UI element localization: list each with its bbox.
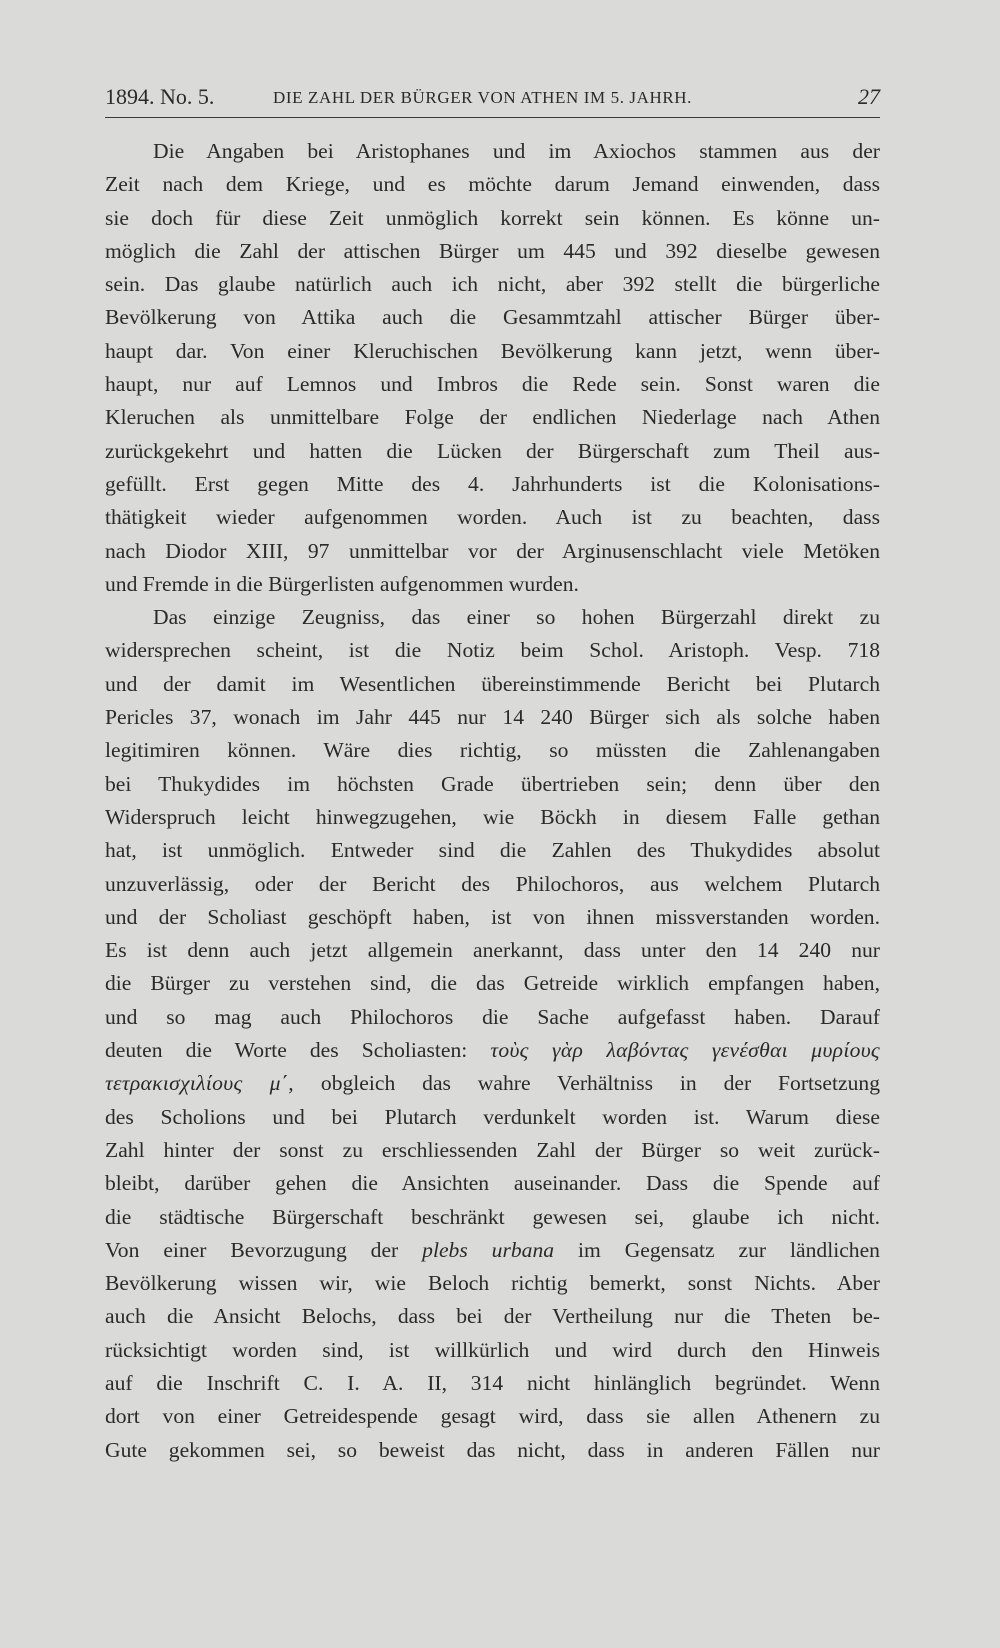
text-line: Bevölkerung wissen wir, wie Beloch richtig bemerkt, sonst Nichts. Aber [105,1271,880,1296]
text-segment: Von einer Bevorzugung der [105,1237,399,1262]
greek-quote: τοὺς γὰρ λαβόντας γενέσθαι μυρίους [490,1038,880,1063]
text-line: bleibt, darüber gehen die Ansichten auseinander. Dass die Spende auf [105,1171,880,1196]
text-segment: deuten die Worte des Scholiasten: [105,1038,468,1063]
text-line: des Scholions und bei Plutarch verdunkelt worden ist. Warum diese [105,1104,880,1129]
text-line: möglich die Zahl der attischen Bürger um 445 und 392 dieselbe gewesen [105,238,880,263]
text-line: auf die Inschrift C. I. A. II, 314 nicht hinlänglich begründet. Wenn [105,1370,880,1395]
text-line: und Fremde in die Bürgerlisten aufgenommen wurden. [105,571,579,596]
text-line: Kleruchen als unmittelbare Folge der endlichen Niederlage nach Athen [105,405,880,430]
text-line: sein. Das glaube natürlich auch ich nicht, aber 392 stellt die bürgerliche [105,272,880,297]
text-line: auch die Ansicht Belochs, dass bei der Vertheilung nur die Theten be- [105,1304,880,1329]
text-line-with-latin [105,1234,880,1267]
text-line-with-greek [105,1067,880,1100]
text-line: Gute gekommen sei, so beweist das nicht, dass in anderen Fällen nur [105,1437,880,1462]
text-line: Zahl hinter der sonst zu erschliessenden Zahl der Bürger so weit zurück- [105,1137,880,1162]
text-line: legitimiren können. Wäre dies richtig, so müssten die Zahlenangaben [105,738,880,763]
text-line: Pericles 37, wonach im Jahr 445 nur 14 240 Bürger sich als solche haben [105,705,880,730]
text-line: haupt dar. Von einer Kleruchischen Bevölkerung kann jetzt, wenn über- [105,338,880,363]
text-line: die städtische Bürgerschaft beschränkt gewesen sei, glaube ich nicht. [105,1204,880,1229]
text-line: rücksichtigt worden sind, ist willkürlich und wird durch den Hinweis [105,1337,880,1362]
body-text [105,135,880,1467]
text-segment: im Gegensatz zur ländlichen [577,1237,880,1262]
text-line: und so mag auch Philochoros die Sache aufgefasst haben. Darauf [105,1004,880,1029]
text-line: gefüllt. Erst gegen Mitte des 4. Jahrhunderts ist die Kolonisations- [105,471,880,496]
text-line: Die Angaben bei Aristophanes und im Axiochos stammen aus der [153,139,880,163]
text-segment: obgleich das wahre Verhältniss in der Fortsetzung [320,1071,880,1096]
text-line: bei Thukydides im höchsten Grade übertrieben sein; denn über den [105,771,880,796]
header-rule [105,117,880,118]
issue-reference: 1894. No. 5. [105,84,215,109]
text-line: hat, ist unmöglich. Entweder sind die Zahlen des Thukydides absolut [105,838,880,863]
text-line: sie doch für diese Zeit unmöglich korrekt sein können. Es könne un- [105,205,880,230]
text-line: dort von einer Getreidespende gesagt wird, dass sie allen Athenern zu [105,1404,880,1429]
page-number: 27 [858,84,880,109]
text-line: die Bürger zu verstehen sind, die das Getreide wirklich empfangen haben, [105,971,880,996]
text-line: haupt, nur auf Lemnos und Imbros die Rede sein. Sonst waren die [105,372,880,397]
text-line: Widerspruch leicht hinwegzugehen, wie Böckh in diesem Falle gethan [105,804,880,829]
latin-phrase: plebs urbana [422,1237,555,1262]
greek-quote: τετρακισχιλίους μ΄, [105,1071,295,1096]
text-line: widersprechen scheint, ist die Notiz beim Schol. Aristoph. Vesp. 718 [105,638,880,663]
running-title: DIE ZAHL DER BÜRGER VON ATHEN IM 5. JAHRH. [273,88,693,107]
running-header [105,80,880,114]
text-line: und der Scholiast geschöpft haben, ist von ihnen missverstanden worden. [105,904,880,929]
text-line: und der damit im Wesentlichen übereinstimmende Bericht bei Plutarch [105,671,880,696]
text-line: zurückgekehrt und hatten die Lücken der Bürgerschaft zum Theil aus- [105,438,880,463]
text-line: unzuverlässig, oder der Bericht des Philochoros, aus welchem Plutarch [105,871,880,896]
text-line-with-greek [105,1034,880,1067]
text-line: Das einzige Zeugniss, das einer so hohen Bürgerzahl direkt zu [153,605,880,630]
text-line: Zeit nach dem Kriege, und es möchte darum Jemand einwenden, dass [105,172,880,197]
text-line: Es ist denn auch jetzt allgemein anerkannt, dass unter den 14 240 nur [105,938,880,963]
text-line: nach Diodor XIII, 97 unmittelbar vor der Arginusenschlacht viele Metöken [105,538,880,563]
text-line: thätigkeit wieder aufgenommen worden. Auch ist zu beachten, dass [105,505,880,530]
text-line: Bevölkerung von Attika auch die Gesammtzahl attischer Bürger über- [105,305,880,330]
